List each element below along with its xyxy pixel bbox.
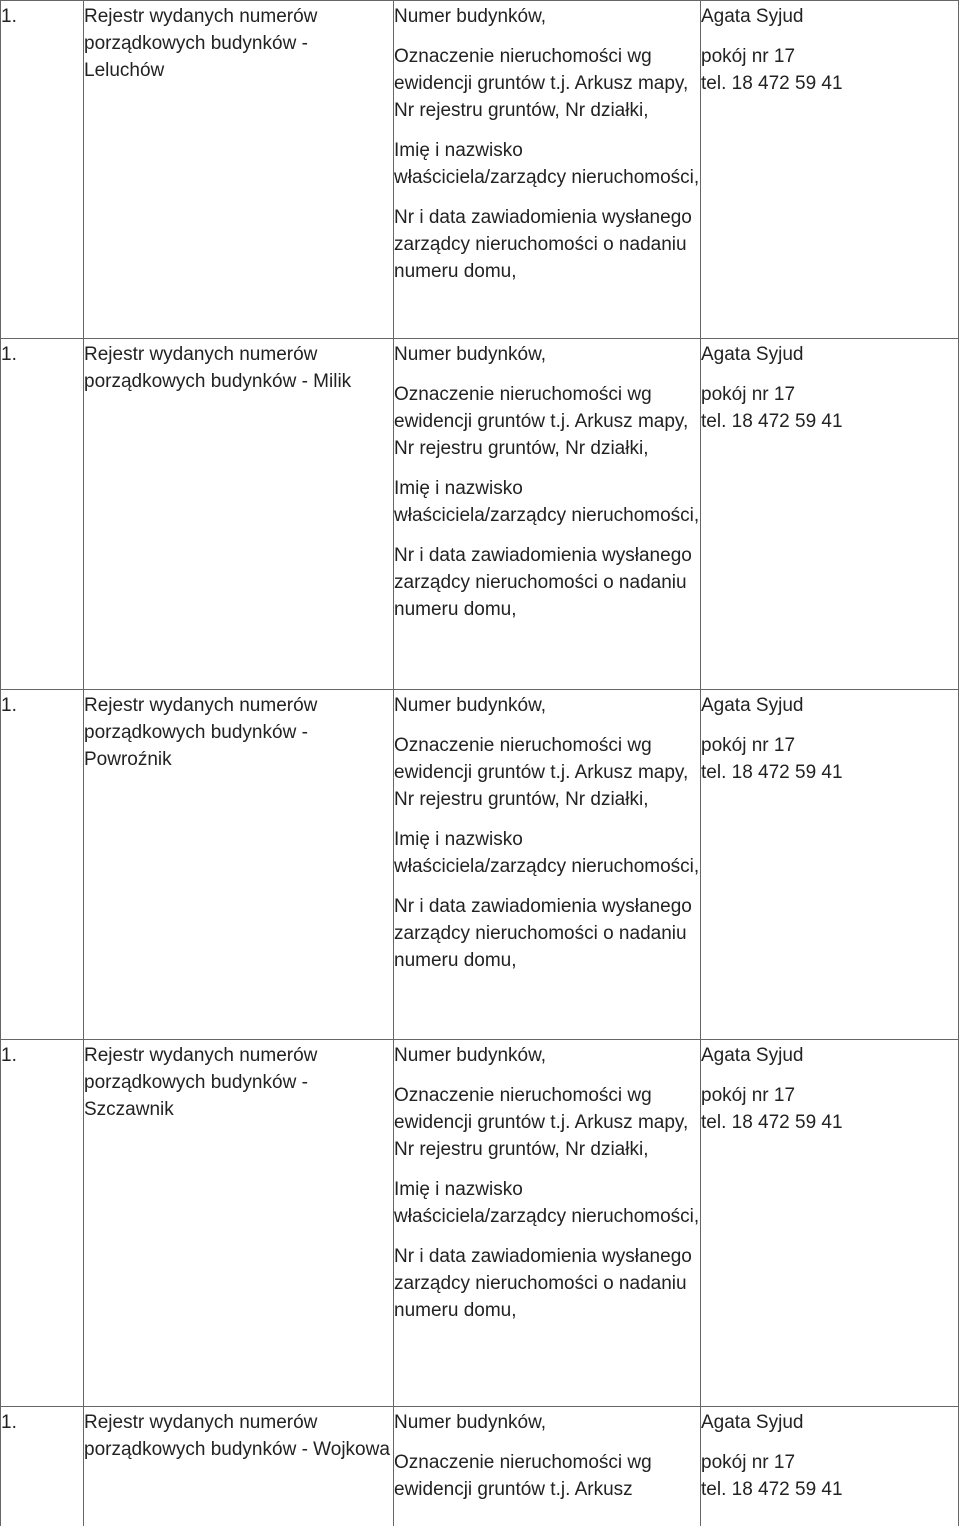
field-property-designation: Oznaczenie nieruchomości wg ewidencji gruntów t.j. Arkusz mapy, Nr rejestru gruntów, Nr działki, [394, 1085, 689, 1160]
contact-cell [701, 1407, 959, 1526]
field-owner-name: Imię i nazwisko właściciela/zarządcy nieruchomości, [394, 478, 700, 526]
contact-room: pokój nr 17 [701, 384, 796, 405]
field-property-designation: Oznaczenie nieruchomości wg ewidencji gruntów t.j. Arkusz mapy, Nr rejestru gruntów, Nr działki, [394, 46, 689, 121]
contact-cell [701, 339, 959, 690]
register-fields-cell [394, 1407, 701, 1526]
table-row [1, 1407, 959, 1526]
row-number-cell [1, 339, 84, 690]
table-row [1, 1, 959, 339]
row-number-cell [1, 1040, 84, 1407]
contact-cell [701, 690, 959, 1040]
contact-cell [701, 1, 959, 339]
table-row [1, 339, 959, 690]
contact-room: pokój nr 17 [701, 1452, 796, 1473]
field-owner-name: Imię i nazwisko właściciela/zarządcy nieruchomości, [394, 140, 700, 188]
field-notification: Nr i data zawiadomienia wysłanego zarządcy nieruchomości o nadaniu numeru domu, [394, 896, 692, 971]
field-property-designation: Oznaczenie nieruchomości wg ewidencji gruntów t.j. Arkusz [394, 1452, 652, 1500]
field-building-number: Numer budynków, [394, 344, 547, 365]
contact-person: Agata Syjud [701, 695, 804, 716]
row-number-cell [1, 1407, 84, 1526]
row-number-cell [1, 1, 84, 339]
field-property-designation: Oznaczenie nieruchomości wg ewidencji gruntów t.j. Arkusz mapy, Nr rejestru gruntów, Nr działki, [394, 384, 689, 459]
register-name: Rejestr wydanych numerów porządkowych budynków - Powroźnik [84, 695, 318, 770]
register-name: Rejestr wydanych numerów porządkowych budynków - Leluchów [84, 6, 318, 81]
row-number: 1. [1, 1412, 17, 1433]
contact-person: Agata Syjud [701, 344, 804, 365]
register-name: Rejestr wydanych numerów porządkowych budynków - Wojkowa [84, 1412, 390, 1460]
field-owner-name: Imię i nazwisko właściciela/zarządcy nieruchomości, [394, 829, 700, 877]
register-name-cell [84, 1040, 394, 1407]
table-row [1, 690, 959, 1040]
row-number: 1. [1, 6, 17, 27]
row-number: 1. [1, 1045, 17, 1066]
register-name-cell [84, 1, 394, 339]
register-fields-cell [394, 339, 701, 690]
table-row [1, 1040, 959, 1407]
contact-person: Agata Syjud [701, 6, 804, 27]
field-notification: Nr i data zawiadomienia wysłanego zarządcy nieruchomości o nadaniu numeru domu, [394, 1246, 692, 1321]
contact-room: pokój nr 17 [701, 46, 796, 67]
register-name-cell [84, 690, 394, 1040]
register-name-cell [84, 339, 394, 690]
row-number-cell [1, 690, 84, 1040]
field-building-number: Numer budynków, [394, 695, 547, 716]
row-number: 1. [1, 695, 17, 716]
field-owner-name: Imię i nazwisko właściciela/zarządcy nieruchomości, [394, 1179, 700, 1227]
row-number: 1. [1, 344, 17, 365]
contact-person: Agata Syjud [701, 1045, 804, 1066]
contact-phone: tel. 18 472 59 41 [701, 411, 843, 432]
field-notification: Nr i data zawiadomienia wysłanego zarządcy nieruchomości o nadaniu numeru domu, [394, 545, 692, 620]
register-name: Rejestr wydanych numerów porządkowych budynków - Szczawnik [84, 1045, 318, 1120]
contact-phone: tel. 18 472 59 41 [701, 73, 843, 94]
contact-room: pokój nr 17 [701, 1085, 796, 1106]
field-building-number: Numer budynków, [394, 6, 547, 27]
contact-cell [701, 1040, 959, 1407]
field-notification: Nr i data zawiadomienia wysłanego zarządcy nieruchomości o nadaniu numeru domu, [394, 207, 692, 282]
register-fields-cell [394, 690, 701, 1040]
contact-phone: tel. 18 472 59 41 [701, 1479, 843, 1500]
field-property-designation: Oznaczenie nieruchomości wg ewidencji gruntów t.j. Arkusz mapy, Nr rejestru gruntów, Nr działki, [394, 735, 689, 810]
field-building-number: Numer budynków, [394, 1045, 547, 1066]
register-fields-cell [394, 1040, 701, 1407]
register-name: Rejestr wydanych numerów porządkowych budynków - Milik [84, 344, 352, 392]
contact-room: pokój nr 17 [701, 735, 796, 756]
field-building-number: Numer budynków, [394, 1412, 547, 1433]
register-name-cell [84, 1407, 394, 1526]
contact-person: Agata Syjud [701, 1412, 804, 1433]
register-fields-cell [394, 1, 701, 339]
contact-phone: tel. 18 472 59 41 [701, 1112, 843, 1133]
contact-phone: tel. 18 472 59 41 [701, 762, 843, 783]
